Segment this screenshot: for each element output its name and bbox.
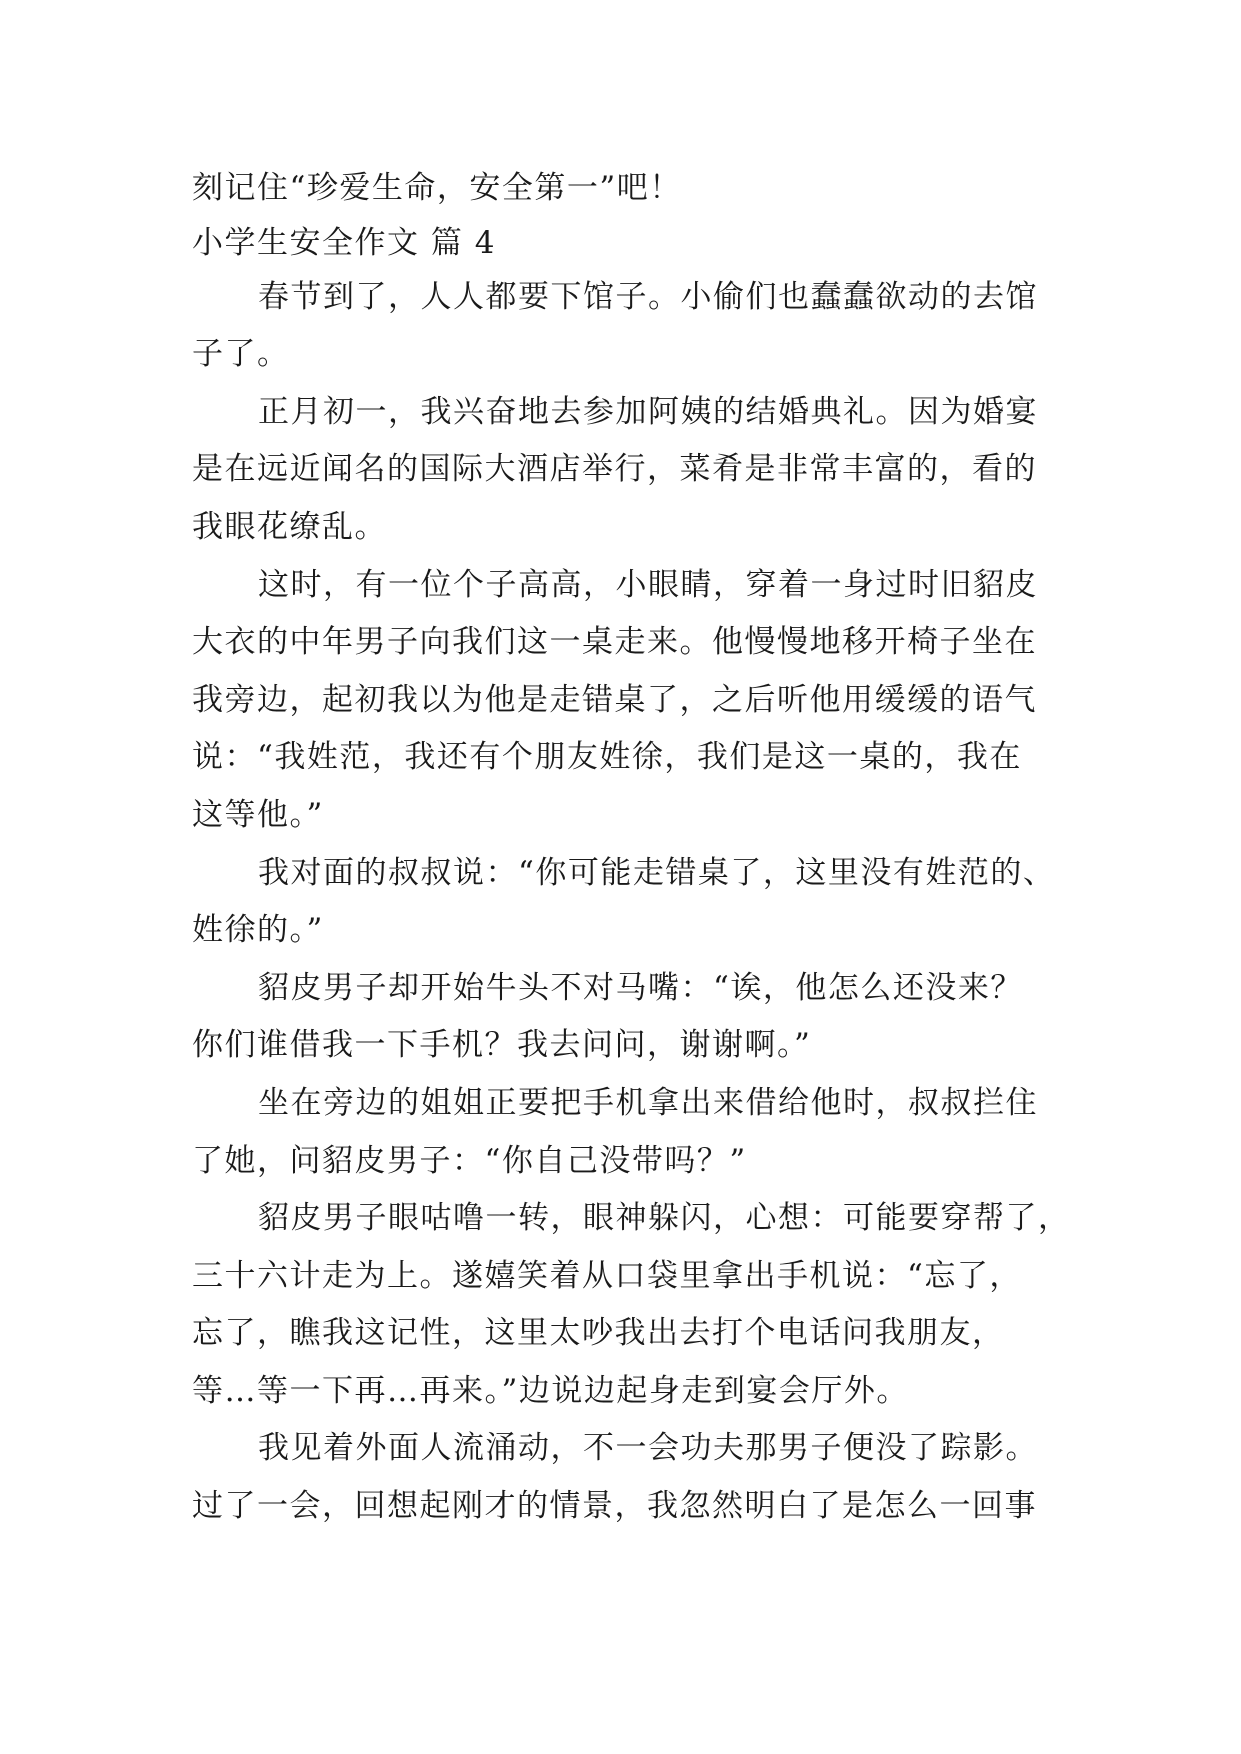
paragraph-first-line: 我对面的叔叔说：“你可能走错桌了，这里没有姓范的、 [258,854,1056,891]
paragraph-first-line: 貂皮男子却开始牛头不对马嘴：“诶，他怎么还没来？ [258,969,1023,1006]
text-line: 姓徐的。” [192,912,324,949]
paragraph-first-line: 我见着外面人流涌动，不一会功夫那男子便没了踪影。 [258,1430,1038,1467]
text-line: 这等他。” [192,796,324,833]
paragraph-first-line: 貂皮男子眼咕噜一转，眼神躲闪，心想：可能要穿帮了， [258,1200,1071,1237]
text-line: 过了一会，回想起刚才的情景，我忽然明白了是怎么一回事 [192,1488,1037,1525]
paragraph-first-line: 正月初一，我兴奋地去参加阿姨的结婚典礼。因为婚宴 [258,393,1038,430]
text-line: 等…等一下再…再来。”边说边起身走到宴会厅外。 [192,1372,909,1409]
paragraph-first-line: 坐在旁边的姐姐正要把手机拿出来借给他时，叔叔拦住 [258,1084,1038,1121]
document-body [192,160,1072,1536]
text-line: 你们谁借我一下手机？我去问问，谢谢啊。” [192,1027,812,1064]
text-line: 了她，问貂皮男子：“你自己没带吗？” [192,1142,747,1179]
text-line: 忘了，瞧我这记性，这里太吵我出去打个电话问我朋友， [192,1315,1005,1352]
text-line: 是在远近闻名的国际大酒店举行，菜肴是非常丰富的，看的 [192,451,1037,488]
text-line: 说：“我姓范，我还有个朋友姓徐，我们是这一桌的，我在 [192,739,1022,776]
text-line: 大衣的中年男子向我们这一桌走来。他慢慢地移开椅子坐在 [192,624,1037,661]
paragraph-first-line: 这时，有一位个子高高，小眼睛，穿着一身过时旧貂皮 [258,566,1038,603]
text-line: 子了。 [192,336,290,373]
text-line: 刻记住“珍爱生命，安全第一”吧！ [192,170,682,206]
text-line: 三十六计走为上。遂嬉笑着从口袋里拿出手机说：“忘了， [192,1257,1022,1294]
paragraph-first-line: 春节到了，人人都要下馆子。小偷们也蠢蠢欲动的去馆 [258,278,1038,315]
text-line: 我旁边，起初我以为他是走错桌了，之后听他用缓缓的语气 [192,681,1037,718]
text-line: 我眼花缭乱。 [192,508,387,545]
section-heading: 小学生安全作文 篇 4 [192,224,496,261]
